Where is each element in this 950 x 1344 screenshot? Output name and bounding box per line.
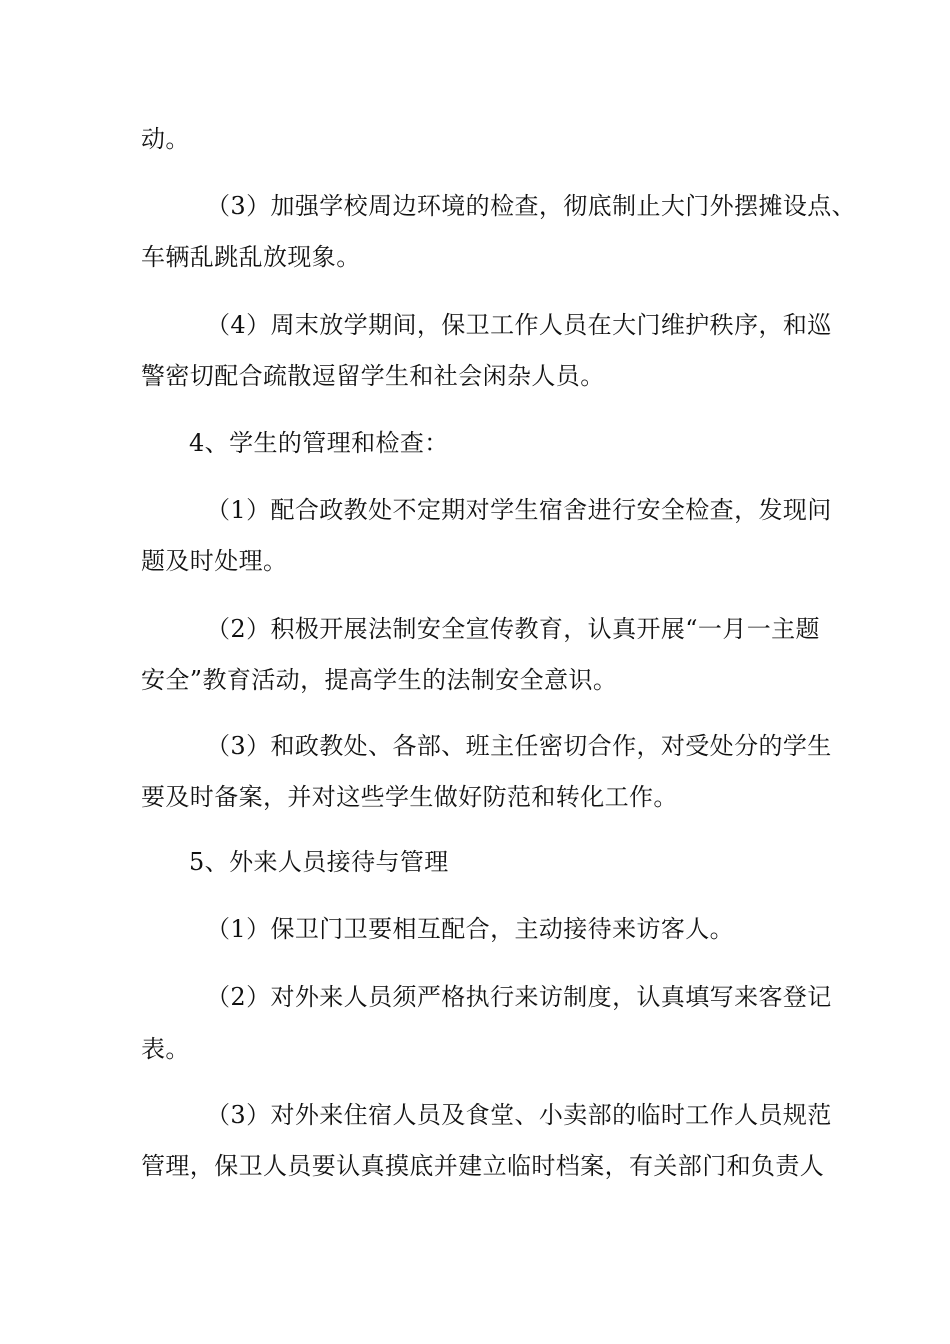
paragraph-line: （3）和政教处、各部、班主任密切合作，对受处分的学生 — [206, 732, 832, 760]
paragraph-line: 安全”教育活动，提高学生的法制安全意识。 — [141, 666, 618, 694]
section-heading: 4、学生的管理和检查： — [189, 429, 449, 457]
paragraph-line: （1）配合政教处不定期对学生宿舍进行安全检查，发现问 — [206, 496, 832, 524]
section-heading: 5、外来人员接待与管理 — [189, 848, 449, 876]
paragraph-line: 管理，保卫人员要认真摸底并建立临时档案，有关部门和负责人 — [141, 1152, 825, 1180]
paragraph-line: （3）加强学校周边环境的检查，彻底制止大门外摆摊设点、 — [206, 192, 857, 220]
paragraph-line: 警密切配合疏散逗留学生和社会闲杂人员。 — [141, 362, 605, 390]
paragraph-line: 表。 — [141, 1035, 190, 1063]
paragraph-line: 题及时处理。 — [141, 547, 288, 575]
paragraph-line: （2）对外来人员须严格执行来访制度，认真填写来客登记 — [206, 983, 832, 1011]
paragraph-line: （1）保卫门卫要相互配合，主动接待来访客人。 — [206, 915, 735, 943]
paragraph-line: （3）对外来住宿人员及食堂、小卖部的临时工作人员规范 — [206, 1101, 832, 1129]
paragraph-line: （2）积极开展法制安全宣传教育，认真开展“一月一主题 — [206, 615, 820, 643]
paragraph-line: 要及时备案，并对这些学生做好防范和转化工作。 — [141, 783, 678, 811]
paragraph-line: 车辆乱跳乱放现象。 — [141, 243, 361, 271]
paragraph-line: （4）周末放学期间，保卫工作人员在大门维护秩序，和巡 — [206, 311, 832, 339]
paragraph-line: 动。 — [141, 125, 190, 153]
